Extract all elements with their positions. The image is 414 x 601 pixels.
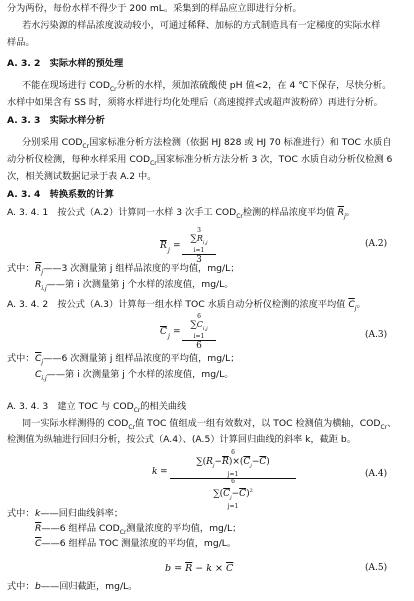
variable-definition: $R_{i,j}——$第 i 次测量第 j 个水样的浓度值，mg/L。 [35, 279, 234, 292]
formula-a2: $\overline{R}$ j = 3 $\sum R_{i,j}$ i=1 3 [160, 228, 240, 268]
formula-a3: $\overline{C}$ j = 6 $\sum C_{i,j}$ i=1 6 [160, 314, 240, 354]
text-line: 同一实际水样测得的 $COD_{Cr}$值 TOC 值组成一组有效数对，以 TOC 检测值为横轴，$COD_{Cr}$、 [22, 418, 397, 431]
variable-definition: $\overline{R}——6$ 组样品 $COD_{Cr}$测量浓度的平均值，mg/L； [35, 523, 242, 536]
variable-definition: $\overline{C}——6$ 组样品 TOC 测量浓度的平均值，mg/L。 [35, 538, 237, 549]
clause-heading: A. 3. 4. 3 建立 TOC 与 $COD_{Cr}$的相关曲线 [7, 401, 187, 414]
clause-heading: A. 3. 4. 1 按公式（A.2）计算同一水样 3 次手工 $COD_{Cr}$检测的样品浓度平均值 $\overline{R}_j$。 [7, 207, 355, 220]
section-heading: A. 3. 3 实际水样分析 [7, 115, 105, 126]
where-label: 式中： [7, 353, 35, 364]
variable-definition: b——回归截距，mg/L。 [35, 581, 138, 592]
section-heading: A. 3. 4 转换系数的计算 [7, 189, 114, 200]
text-line: 分为两份，每份水样不得少于 200 mL。采集到的样品应立即进行分析。 [7, 3, 302, 14]
text-line: 检测值为纵轴进行回归分析，按公式（A.4）、(A.5）计算回归曲线的斜率 k，截距 b。 [7, 434, 356, 445]
text-line: 水样中如果含有 SS 时，须将水样进行均化处理后（高速搅拌式或超声波粉碎）再进行分析。 [7, 97, 383, 108]
variable-definition: $\overline{R}_j——3$ 次测量第 j 组样品浓度的平均值，mg/L； [35, 263, 240, 276]
equation-number: (A.2) [365, 239, 388, 249]
variable-definition: $C_{i,j}——$第 i 次测量第 j 个水样的浓度值，mg/L。 [35, 369, 234, 382]
text-line: 若水污染源的样品浓度波动较小，可通过稀释、加标的方式制造具有一定梯度的实际水样 [22, 20, 381, 31]
clause-heading: A. 3. 4. 2 按公式（A.3）计算每一组水样 TOC 水质自动分析仪检测的浓度平均值 $\overline{C}_j$。 [7, 299, 366, 312]
text-line: 不能在现场进行 $COD_{Cr}$分析的水样，须加浓硫酸使 pH 值<2，在 4 ℃下保存，尽快分析。 [22, 80, 392, 93]
where-label: 式中： [7, 508, 35, 519]
text-line: 分别采用 $COD_{Cr}$国家标准分析方法检测（依据 HJ 828 或 HJ 70 标准进行）和 TOC 水质自 [22, 137, 392, 150]
where-label: 式中： [7, 263, 35, 274]
equation-number: (A.5) [365, 563, 388, 573]
formula-a4: k = 6 $\sum(R_j-\overline{R})\times(\overline{C}_j-\overline{C})$ j=1 6 $\sum(\overline{C}_j-\overline{C})^2$ j=1 [152, 450, 302, 500]
equation-number: (A.4) [365, 469, 388, 479]
text-line: 动分析仪检测，每种水样采用 $COD_{Cr}$国家标准分析方法分析 3 次，TOC 水质自动分析仪检测 6 [7, 154, 393, 167]
formula-a5: $b = \overline{R} - k \times \overline{C}$ [165, 563, 234, 574]
equation-number: (A.3) [365, 330, 388, 340]
section-heading: A. 3. 2 实际水样的预处理 [7, 58, 124, 69]
text-line: 次，相关测试数据记录于表 A.2 中。 [7, 171, 157, 182]
where-label: 式中： [7, 581, 35, 592]
text-line: 样品。 [7, 37, 35, 48]
variable-definition: k——回归曲线斜率； [35, 508, 124, 519]
variable-definition: $\overline{C}_j——6$ 次测量第 j 组样品浓度的平均值，mg/L； [35, 353, 240, 366]
